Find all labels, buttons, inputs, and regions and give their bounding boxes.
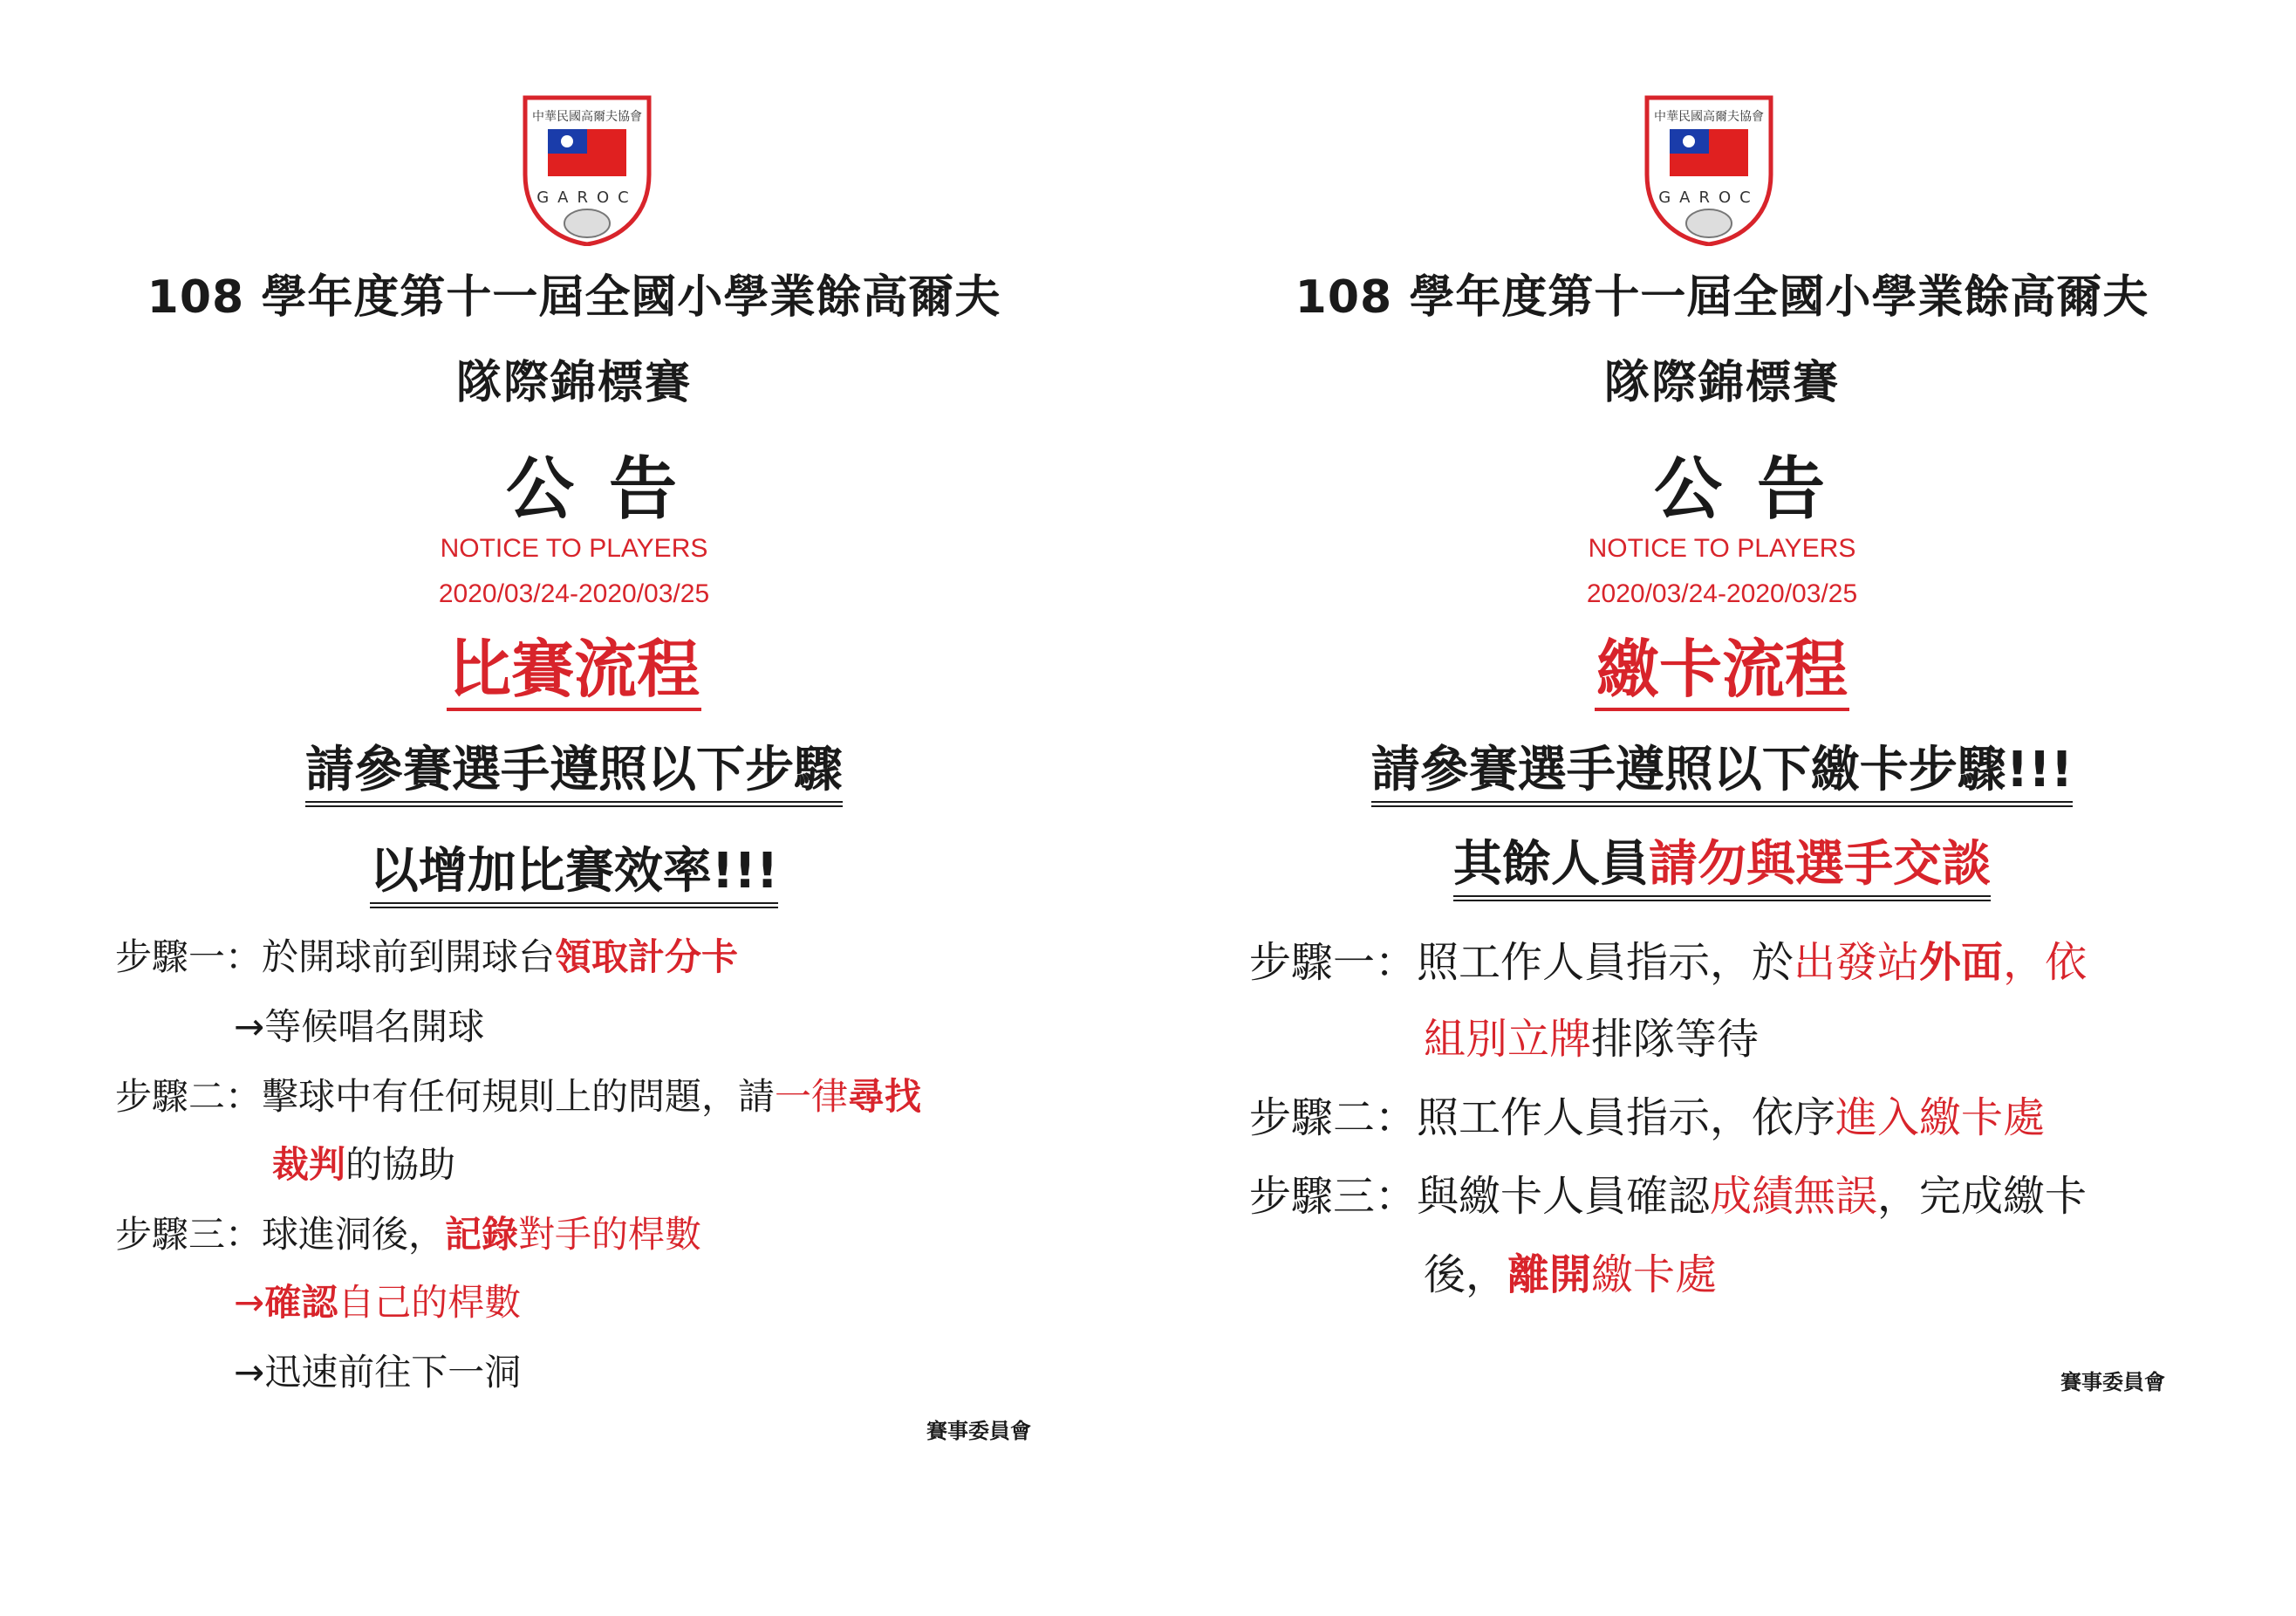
garoc-logo <box>1643 94 1774 246</box>
step-3 <box>115 1206 701 1258</box>
instruction-line1: 請參賽選手遵照以下繳卡步驟!!! <box>1371 743 2074 807</box>
step-3-follow <box>234 1274 521 1326</box>
event-title-line1: 108 學年度第十一屆全國小學業餘高爾夫 <box>147 271 1001 324</box>
step-1 <box>115 928 738 981</box>
notice-heading: 公告 <box>1653 450 1860 529</box>
step-label: 步驟一： <box>115 935 263 978</box>
step-1 <box>1249 928 2087 989</box>
step-text: 球進洞後， <box>262 1213 446 1256</box>
date-range: 2020/03/24-2020/03/25 <box>438 579 710 608</box>
step-text: 於開球前到開球台 <box>262 935 556 978</box>
step-text: 排隊等待 <box>1591 1015 1760 1064</box>
instruction-black: 其餘人員 <box>1453 836 1649 893</box>
instruction-line2 <box>1453 838 1991 901</box>
notice-english: NOTICE TO PLAYERS <box>1588 534 1856 563</box>
notice-english: NOTICE TO PLAYERS <box>440 534 708 563</box>
step-text: 與繳卡人員確認 <box>1417 1172 1711 1221</box>
step-highlight: 對手的桿數 <box>518 1213 702 1256</box>
step-highlight: 組別立牌 <box>1424 1015 1592 1064</box>
date-range: 2020/03/24-2020/03/25 <box>1586 579 1858 608</box>
garoc-emblem-icon <box>1643 94 1774 246</box>
step-highlight: 自己的桿數 <box>338 1281 522 1324</box>
step-label: 步驟二： <box>115 1075 263 1118</box>
step-highlight: 進入繳卡處 <box>1835 1093 2046 1142</box>
svg-text:中華民國高爾夫協會: 中華民國高爾夫協會 <box>532 110 642 124</box>
step-text: 照工作人員指示，依序 <box>1417 1093 1836 1142</box>
svg-text:GAROC: GAROC <box>1658 188 1760 207</box>
section-title: 繳卡流程 <box>1595 635 1849 711</box>
arrow: → <box>234 1281 265 1324</box>
step-2 <box>115 1068 921 1120</box>
svg-text:中華民國高爾夫協會: 中華民國高爾夫協會 <box>1654 110 1764 124</box>
notice-right <box>1148 0 2296 1616</box>
step-label: 步驟三： <box>115 1213 263 1256</box>
step-text: 的協助 <box>345 1143 456 1186</box>
step-label: 步驟二： <box>1249 1093 1418 1142</box>
notice-heading: 公告 <box>505 450 712 529</box>
step-highlight-bold: 裁判 <box>272 1143 346 1186</box>
event-title-line2: 隊際錦標賽 <box>1603 357 1840 409</box>
garoc-emblem-icon <box>522 94 653 246</box>
committee-signature: 賽事委員會 <box>926 1419 1031 1443</box>
step-highlight-bold: 確認 <box>264 1281 338 1324</box>
step-highlight-bold: 記錄 <box>445 1213 519 1256</box>
step-2-cont <box>272 1136 455 1188</box>
step-text: ，完成繳卡 <box>1877 1172 2088 1221</box>
step-3-follow2: →迅速前往下一洞 <box>234 1351 522 1393</box>
step-highlight: 領取計分卡 <box>555 935 739 978</box>
step-highlight: ，依 <box>2003 938 2088 987</box>
step-1-follow: →等候唱名開球 <box>234 1005 485 1048</box>
instruction-red: 請勿與選手交談 <box>1649 836 1991 893</box>
step-3 <box>1249 1162 2087 1222</box>
step-text: 擊球中有任何規則上的問題，請 <box>262 1075 776 1118</box>
step-label: 步驟一： <box>1249 938 1418 987</box>
event-title-line2: 隊際錦標賽 <box>455 357 692 409</box>
step-3-cont <box>1424 1241 1717 1301</box>
step-highlight-bold: 離開 <box>1507 1250 1592 1299</box>
step-highlight-bold: 外面 <box>1919 938 2004 987</box>
committee-signature: 賽事委員會 <box>2060 1370 2165 1394</box>
step-highlight: 出發站 <box>1794 938 1920 987</box>
step-highlight-bold: 尋找 <box>848 1075 922 1118</box>
garoc-logo <box>522 94 653 246</box>
step-text: 照工作人員指示，於 <box>1417 938 1794 987</box>
step-highlight: 成績無誤 <box>1710 1172 1878 1221</box>
step-1-cont <box>1424 1005 1759 1065</box>
step-2 <box>1249 1084 2045 1144</box>
svg-text:GAROC: GAROC <box>536 188 638 207</box>
section-title: 比賽流程 <box>447 635 701 711</box>
step-label: 步驟三： <box>1249 1172 1418 1221</box>
event-title-line1: 108 學年度第十一屆全國小學業餘高爾夫 <box>1295 271 2149 324</box>
instruction-line1: 請參賽選手遵照以下步驟 <box>305 743 843 807</box>
step-highlight: 一律 <box>775 1075 849 1118</box>
step-text: 後， <box>1424 1250 1508 1299</box>
instruction-line2: 以增加比賽效率!!! <box>370 845 779 908</box>
step-highlight: 繳卡處 <box>1591 1250 1718 1299</box>
